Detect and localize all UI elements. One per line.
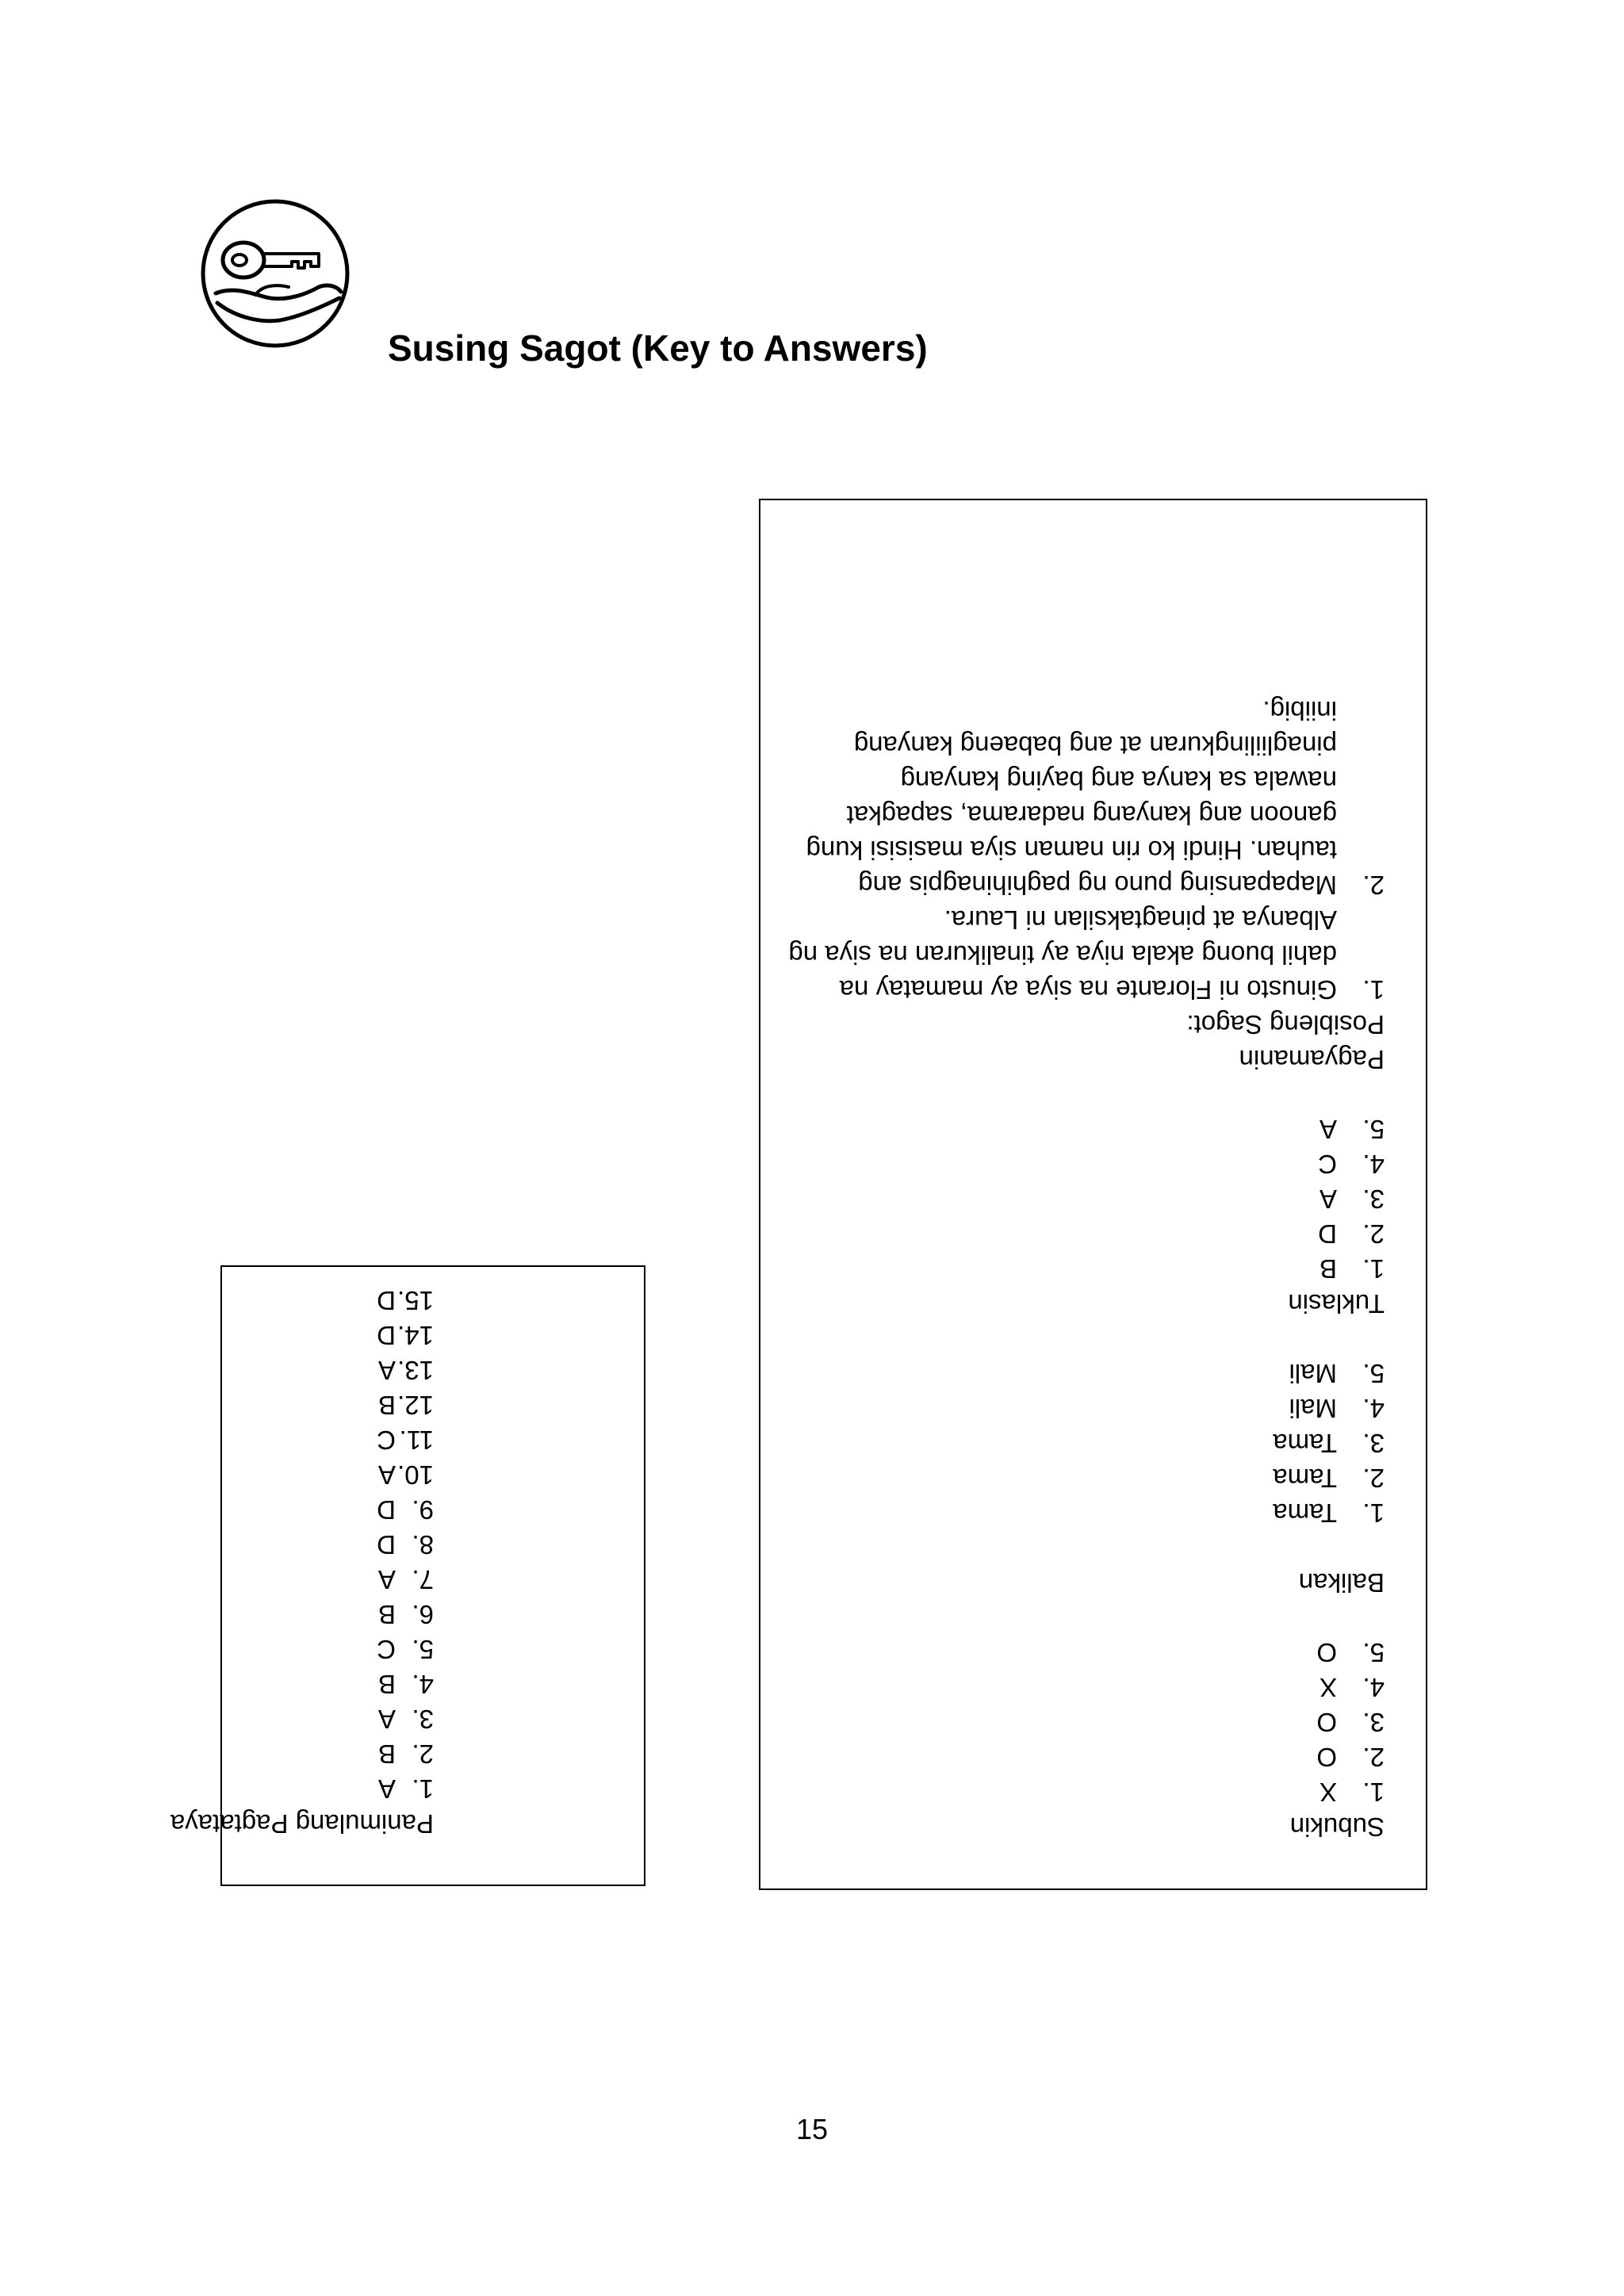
item-answer: B — [1319, 1254, 1337, 1284]
item-answer: B — [377, 1670, 396, 1699]
answer-box-main-content — [782, 693, 1385, 1844]
section-subtitle: Posibleng Sagot: — [1186, 1010, 1385, 1039]
item-number: 3. — [1362, 1429, 1385, 1458]
item-number: 15. — [397, 1286, 434, 1315]
item-number: 7. — [412, 1565, 434, 1594]
list-item — [228, 1492, 434, 1527]
list-item — [782, 1356, 1385, 1391]
spacer — [782, 1530, 1385, 1565]
item-answer: O — [1316, 1638, 1337, 1667]
item-number: 1. — [1362, 975, 1385, 1004]
spacer — [782, 1600, 1385, 1635]
item-answer: A — [377, 1774, 396, 1804]
list-item — [782, 902, 1385, 1007]
list-item — [228, 1597, 434, 1632]
item-number: 11. — [399, 1425, 434, 1455]
list-item — [782, 1635, 1385, 1670]
item-answer: D — [377, 1286, 396, 1315]
item-answer: Tama — [1273, 1498, 1337, 1528]
item-text: Mapapansing puno ng paghihinagpis ang tauhan. Hindi ko rin naman siya masisisi kung ganoon ang kanyang nadarama, sapagkat nawala sa kanya ang baying kanyang pinagliilingkuran at ang babaeng kanyang iniibig. — [806, 696, 1337, 900]
item-number: 4. — [1362, 1394, 1385, 1423]
item-number: 8. — [412, 1530, 434, 1559]
list-item — [228, 1771, 434, 1806]
item-answer: A — [377, 1460, 396, 1490]
item-answer: X — [1319, 1777, 1337, 1807]
item-number: 2. — [1362, 1464, 1385, 1493]
list-item — [228, 1422, 434, 1457]
item-answer: Mali — [1289, 1394, 1337, 1423]
item-answer: Tama — [1273, 1464, 1337, 1493]
item-answer: Tama — [1273, 1429, 1337, 1458]
list-item — [782, 1216, 1385, 1251]
item-number: 14. — [397, 1321, 434, 1350]
item-answer: A — [1319, 1184, 1337, 1214]
item-number: 5. — [1362, 1115, 1385, 1144]
rotated-content — [760, 500, 1426, 1888]
item-number: 4. — [1362, 1673, 1385, 1702]
list-item — [228, 1283, 434, 1318]
section-title-balikan: Balikan — [1298, 1568, 1385, 1598]
item-number: 1. — [1362, 1254, 1385, 1284]
item-number: 4. — [412, 1670, 434, 1699]
item-answer: A — [377, 1565, 396, 1594]
item-number: 3. — [1362, 1184, 1385, 1214]
list-item — [782, 1774, 1385, 1809]
item-number: 1. — [412, 1774, 434, 1804]
spacer — [782, 1077, 1385, 1112]
answer-box-pretest-content — [170, 1283, 434, 1841]
item-answer: D — [377, 1321, 396, 1350]
item-number: 4. — [1362, 1150, 1385, 1179]
item-answer: D — [377, 1530, 396, 1559]
item-answer: O — [1316, 1743, 1337, 1772]
list-item — [228, 1387, 434, 1422]
item-answer: D — [377, 1495, 396, 1525]
item-answer: A — [377, 1356, 396, 1385]
item-answer: A — [1319, 1115, 1337, 1144]
item-number: 5. — [412, 1635, 434, 1664]
item-text: Ginusto ni Florante na siya ay mamatay na dahil buong akala niya ay tinalikuran na siya ng Albanya at pinagtaksilan ni Laura. — [788, 905, 1337, 1004]
list-item — [782, 1112, 1385, 1146]
list-item — [782, 1425, 1385, 1460]
answer-box-main — [759, 499, 1427, 1890]
list-item — [782, 1181, 1385, 1216]
item-answer: B — [377, 1600, 396, 1629]
item-answer: Mali — [1289, 1359, 1337, 1388]
item-number: 2. — [412, 1739, 434, 1769]
list-item — [228, 1457, 434, 1492]
item-number: 5. — [1362, 1359, 1385, 1388]
list-item — [228, 1632, 434, 1667]
item-answer: B — [377, 1739, 396, 1769]
item-number: 12. — [397, 1391, 434, 1420]
item-number: 1. — [1362, 1498, 1385, 1528]
list-item — [782, 1705, 1385, 1739]
list-item — [228, 1318, 434, 1353]
list-item — [782, 693, 1385, 902]
list-item — [228, 1667, 434, 1701]
item-number: 13. — [397, 1356, 434, 1385]
list-item — [228, 1353, 434, 1387]
item-answer: A — [377, 1705, 396, 1734]
item-number: 5. — [1362, 1638, 1385, 1667]
section-title-panimulang-pagtataya: Panimulang Pagtataya — [170, 1809, 434, 1839]
answer-box-pretest — [170, 1265, 645, 1886]
item-answer: C — [1318, 1150, 1337, 1179]
item-number: 9. — [412, 1495, 434, 1525]
list-item — [228, 1736, 434, 1771]
item-number: 10. — [397, 1460, 434, 1490]
spacer — [782, 1321, 1385, 1356]
list-item — [782, 1391, 1385, 1425]
item-answer: X — [1319, 1673, 1337, 1702]
key-in-hand-icon — [200, 198, 350, 349]
page-title: Susing Sagot (Key to Answers) — [388, 327, 928, 369]
item-number: 6. — [412, 1600, 434, 1629]
item-number: 2. — [1362, 871, 1385, 900]
list-item — [782, 1670, 1385, 1705]
list-item — [782, 1251, 1385, 1286]
list-item — [228, 1527, 434, 1562]
item-answer: O — [1316, 1708, 1337, 1737]
item-number: 2. — [1362, 1219, 1385, 1249]
item-answer: D — [1318, 1219, 1337, 1249]
item-answer: B — [377, 1391, 396, 1420]
page-number: 15 — [795, 2113, 829, 2145]
item-answer: C — [377, 1425, 396, 1455]
list-item — [782, 1495, 1385, 1530]
list-item — [782, 1739, 1385, 1774]
section-title-subukin: Subukin — [1289, 1812, 1385, 1842]
list-item — [782, 1146, 1385, 1181]
item-number: 1. — [1362, 1777, 1385, 1807]
rotated-content — [170, 1267, 644, 1885]
list-item — [228, 1562, 434, 1597]
section-title-tuklasin: Tuklasin — [1288, 1289, 1385, 1318]
section-title-pagyamanin: Pagyamanin — [1239, 1045, 1385, 1074]
list-item — [782, 1460, 1385, 1495]
item-number: 2. — [1362, 1743, 1385, 1772]
item-number: 3. — [1362, 1708, 1385, 1737]
item-number: 3. — [412, 1705, 434, 1734]
item-answer: C — [377, 1635, 396, 1664]
list-item — [228, 1701, 434, 1736]
